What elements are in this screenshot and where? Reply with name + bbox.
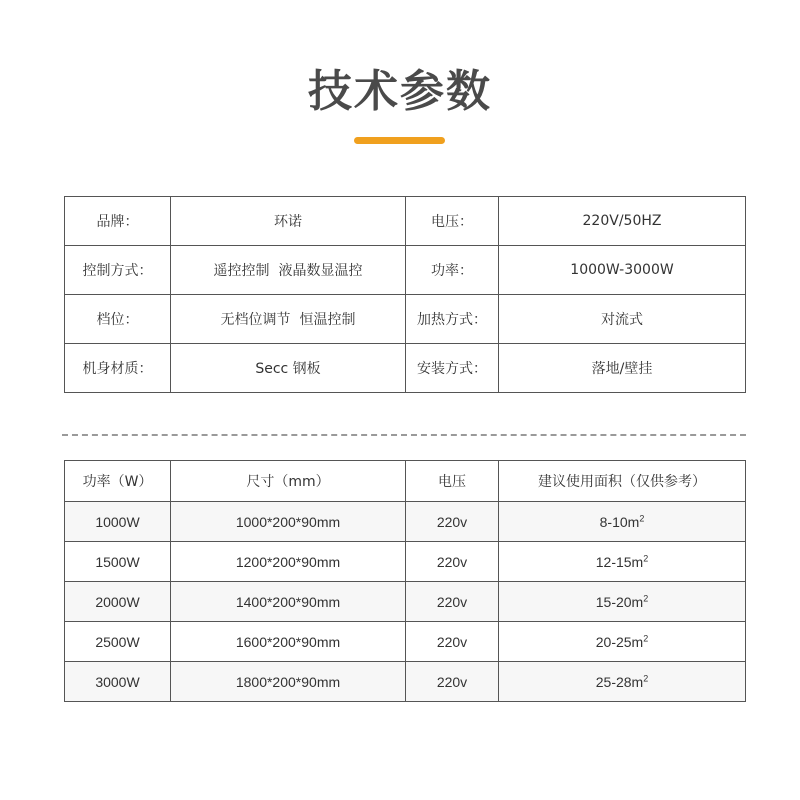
spec-label: 加热方式： bbox=[406, 295, 499, 344]
spec-label: 机身材质： bbox=[65, 344, 171, 393]
title-underline-accent bbox=[354, 137, 445, 144]
area-unit-exponent: 2 bbox=[639, 512, 645, 523]
column-header-power: 功率（W） bbox=[65, 461, 171, 502]
voltage-cell: 220v bbox=[406, 502, 499, 542]
spec-value: 对流式 bbox=[499, 295, 746, 344]
voltage-cell: 220v bbox=[406, 582, 499, 622]
spec-value: Secc 钢板 bbox=[171, 344, 406, 393]
voltage-cell: 220v bbox=[406, 542, 499, 582]
area-cell bbox=[499, 662, 746, 702]
spec-value: 1000W-3000W bbox=[499, 246, 746, 295]
spec-value: 遥控控制 液晶数显温控 bbox=[171, 246, 406, 295]
area-unit-exponent: 2 bbox=[643, 672, 649, 683]
size-cell: 1000*200*90mm bbox=[171, 502, 406, 542]
power-cell: 1500W bbox=[65, 542, 171, 582]
voltage-cell: 220v bbox=[406, 662, 499, 702]
size-table bbox=[64, 460, 746, 702]
spec-label: 安装方式： bbox=[406, 344, 499, 393]
area-cell bbox=[499, 582, 746, 622]
spec-row bbox=[65, 344, 746, 393]
size-cell: 1800*200*90mm bbox=[171, 662, 406, 702]
spec-row bbox=[65, 295, 746, 344]
area-value: 12-15m bbox=[595, 553, 644, 570]
dashed-divider bbox=[62, 434, 746, 436]
table-row bbox=[65, 502, 746, 542]
column-header-voltage: 电压 bbox=[406, 461, 499, 502]
table-row bbox=[65, 542, 746, 582]
size-cell: 1400*200*90mm bbox=[171, 582, 406, 622]
column-header-area: 建议使用面积（仅供参考） bbox=[499, 461, 746, 502]
spec-row bbox=[65, 197, 746, 246]
spec-label: 控制方式： bbox=[65, 246, 171, 295]
voltage-cell: 220v bbox=[406, 622, 499, 662]
area-value: 20-25m bbox=[595, 633, 644, 650]
area-cell bbox=[499, 622, 746, 662]
spec-label: 功率： bbox=[406, 246, 499, 295]
size-table-header-row bbox=[65, 461, 746, 502]
spec-label: 电压： bbox=[406, 197, 499, 246]
spec-value: 无档位调节 恒温控制 bbox=[171, 295, 406, 344]
area-value: 25-28m bbox=[595, 673, 644, 690]
power-cell: 2500W bbox=[65, 622, 171, 662]
table-row bbox=[65, 582, 746, 622]
area-cell bbox=[499, 502, 746, 542]
power-cell: 3000W bbox=[65, 662, 171, 702]
spec-value: 落地/壁挂 bbox=[499, 344, 746, 393]
area-unit-exponent: 2 bbox=[643, 632, 649, 643]
size-cell: 1200*200*90mm bbox=[171, 542, 406, 582]
spec-value: 220V/50HZ bbox=[499, 197, 746, 246]
table-row bbox=[65, 662, 746, 702]
area-value: 8-10m bbox=[599, 513, 640, 530]
spec-label: 品牌： bbox=[65, 197, 171, 246]
spec-value: 环诺 bbox=[171, 197, 406, 246]
page-title: 技术参数 bbox=[308, 66, 492, 117]
area-unit-exponent: 2 bbox=[643, 592, 649, 603]
column-header-size: 尺寸（mm） bbox=[171, 461, 406, 502]
area-cell bbox=[499, 542, 746, 582]
area-unit-exponent: 2 bbox=[643, 552, 649, 563]
area-value: 15-20m bbox=[595, 593, 644, 610]
power-cell: 2000W bbox=[65, 582, 171, 622]
spec-table bbox=[64, 196, 746, 393]
spec-row bbox=[65, 246, 746, 295]
power-cell: 1000W bbox=[65, 502, 171, 542]
table-row bbox=[65, 622, 746, 662]
size-cell: 1600*200*90mm bbox=[171, 622, 406, 662]
spec-label: 档位： bbox=[65, 295, 171, 344]
